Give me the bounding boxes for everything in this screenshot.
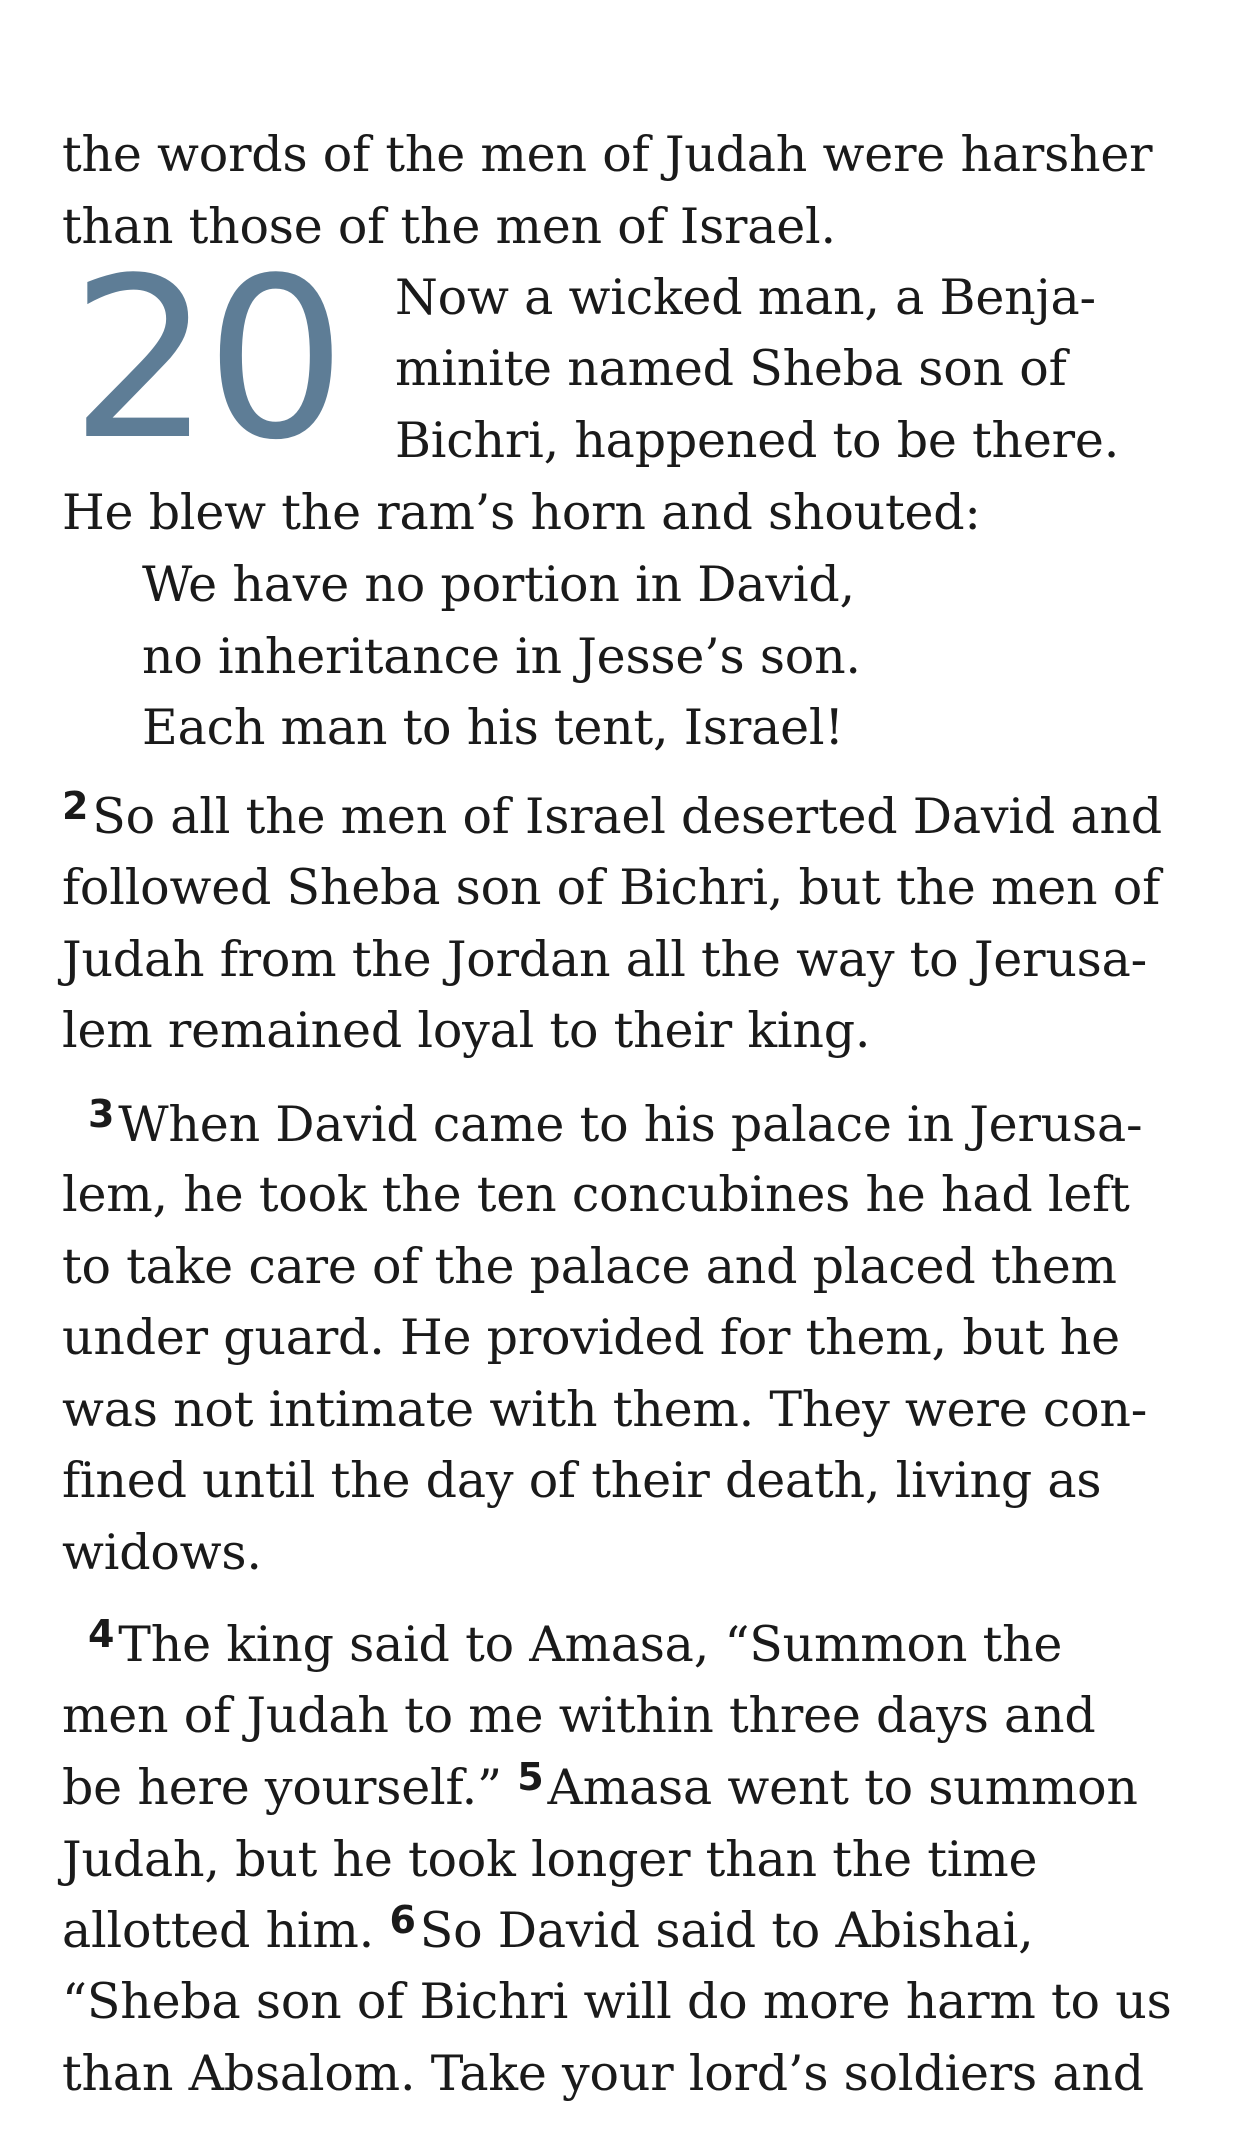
text-line: lem, he took the ten concubines he had left bbox=[62, 1166, 1130, 1223]
text-line: minite named Sheba son of bbox=[395, 340, 1067, 397]
verse-2-line: $^2$So all the men of Israel deserted David and bbox=[62, 784, 1162, 845]
text-line: than those of the men of Israel. bbox=[62, 198, 836, 255]
verse-number: 3 bbox=[88, 1092, 115, 1136]
text-line: the words of the men of Judah were harsher bbox=[62, 126, 1153, 183]
verse-number: 6 bbox=[389, 1898, 416, 1942]
poem-line: no inheritance in Jesse’s son. bbox=[142, 628, 861, 685]
text-line: Judah, but he took longer than the time bbox=[62, 1831, 1038, 1888]
text-line: men of Judah to me within three days and bbox=[62, 1687, 1096, 1744]
chapter-number: 20 bbox=[70, 231, 341, 489]
verse-number: 5 bbox=[517, 1755, 544, 1799]
verse-4-line: $^4$The king said to Amasa, “Summon the bbox=[88, 1612, 1063, 1673]
text-line: under guard. He provided for them, but he bbox=[62, 1309, 1120, 1366]
text-line: was not intimate with them. They were con- bbox=[62, 1381, 1148, 1438]
text-line: Judah from the Jordan all the way to Jerusa- bbox=[62, 931, 1147, 988]
verse-number: 4 bbox=[88, 1612, 115, 1656]
text-line: be here yourself.” $^5$Amasa went to summon bbox=[62, 1755, 1138, 1816]
text-line: “Sheba son of Bichri will do more harm to us bbox=[62, 1973, 1172, 2030]
text-line: than Absalom. Take your lord’s soldiers and bbox=[62, 2045, 1144, 2102]
text-line: allotted him. $^6$So David said to Abishai, bbox=[62, 1898, 1034, 1959]
text-line: widows. bbox=[62, 1524, 262, 1581]
text-line: Bichri, happened to be there. bbox=[395, 412, 1120, 469]
poem-line: Each man to his tent, Israel! bbox=[142, 699, 844, 756]
text-line: Now a wicked man, a Benja- bbox=[395, 269, 1096, 326]
text-line: He blew the ram’s horn and shouted: bbox=[62, 484, 981, 541]
text-line: to take care of the palace and placed them bbox=[62, 1238, 1117, 1295]
text-line: followed Sheba son of Bichri, but the men of bbox=[62, 859, 1161, 916]
poem-line: We have no portion in David, bbox=[142, 556, 855, 613]
text-line: fined until the day of their death, living as bbox=[62, 1452, 1102, 1509]
verse-number: 2 bbox=[62, 784, 89, 828]
text-line: lem remained loyal to their king. bbox=[62, 1002, 871, 1059]
verse-3-line: $^3$When David came to his palace in Jerusa- bbox=[88, 1092, 1143, 1153]
